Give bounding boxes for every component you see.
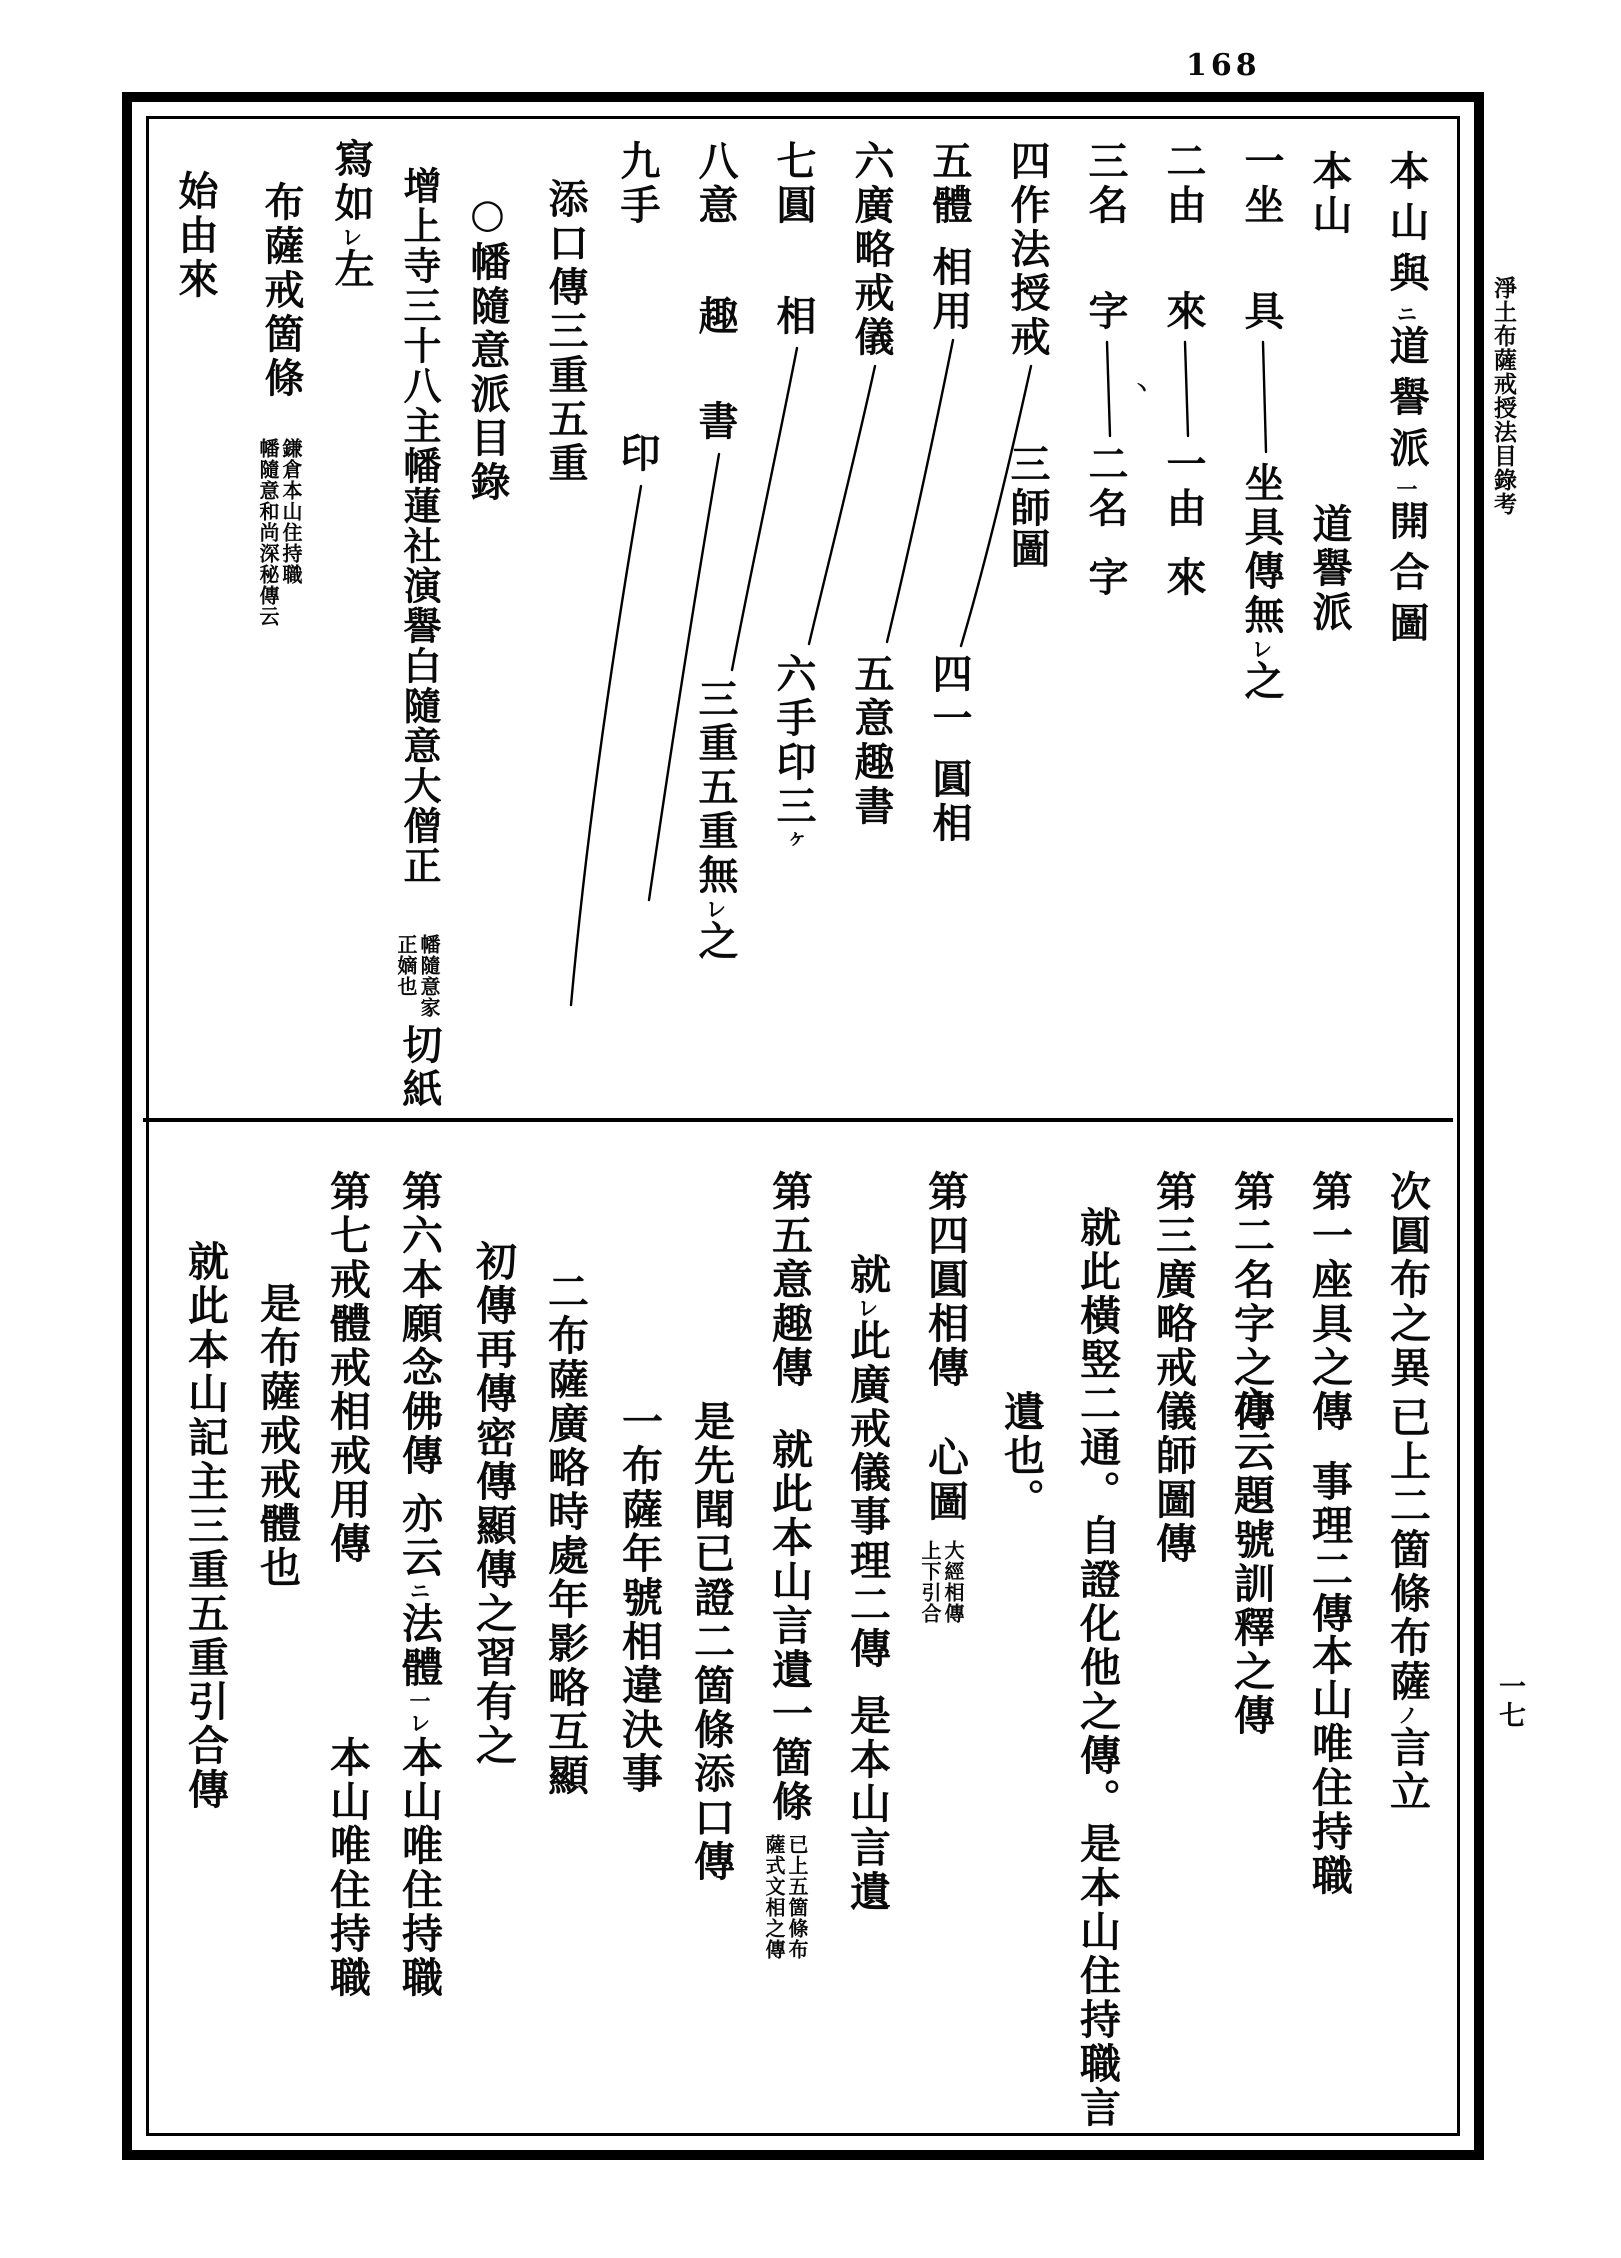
column-soekuden: 添口傳三重五重 [542,178,589,486]
interlinear-note-zojoji [394,934,440,1018]
connector-line [571,486,641,1005]
bottom-column-4: 第三廣略戒儀師圖傳 [1149,1170,1197,1566]
honzan-item-7: 七圓 [770,140,817,228]
bottom-column-8b: 是本山言遺 [843,1694,891,1914]
doyoha-item-1: 一由 [1160,443,1207,531]
note-right-column: 大經相傳 [941,1540,965,1624]
bottom-column-14a: 第六本願念佛傳 [395,1170,443,1478]
bottom-column-7b: 心圖 [921,1436,969,1524]
note-right-column: 已上五箇條布 [785,1834,809,1960]
column-text: 法體 [395,1602,443,1690]
bottom-column-7a: 第四圓相傳 [921,1170,969,1390]
column-hajime-yurai: 始由來 [172,170,219,302]
small-ke-mark: ヶ [781,829,806,851]
interlinear-note-fusatsu [256,438,302,627]
honzan-item-5b: 相用 [926,246,973,334]
doyoha-item-0 [1238,462,1285,704]
honzan-list-header: 本山 [1306,150,1353,238]
doyoha-item-3: 三師 [1004,443,1051,531]
doyoha-item-7 [692,678,739,964]
column-text: 此廣戒儀事理二傳 [843,1319,891,1671]
bottom-column-13: 初傳再傳密傳顯傳之習有之 [469,1240,517,1768]
kaeriten-mark: ノ [1395,1704,1420,1726]
bottom-column-11: 一布薩年號相違決事 [615,1400,663,1796]
item-text: 坐具傳無 [1238,462,1285,638]
connector-line [1263,342,1266,452]
note-left-column: 薩式文相之傳 [762,1834,786,1960]
honzan-item-2b: 來 [1160,290,1207,334]
bottom-column-6: 遺也。 [997,1390,1045,1522]
honzan-item-8: 八意 [692,140,739,228]
note-left-column: 正嫡也 [394,934,418,997]
bottom-column-14b [395,1492,443,1734]
bottom-column-3b: 亦云題號訓釋之傳 [1227,1386,1275,1738]
honzan-item-1: 一坐 [1238,140,1285,228]
doyoha-item-3b: 圖 [1004,528,1051,572]
column-sha-nyo-sa [328,138,375,292]
column-text: 寫如 [328,138,375,226]
column-fusatsukai-kajo: 布薩戒箇條 [258,181,305,401]
item-text: 之 [1238,660,1285,704]
bottom-column-2a: 第一座具之傳 [1305,1170,1353,1434]
item-text: 三重五重無 [692,678,739,898]
kaeriten-mark: ニ [407,1580,432,1602]
page-number: 168 [1186,48,1261,83]
interlinear-note-shinzu [918,1540,964,1624]
doyoha-item-4b: 圓相 [926,758,973,846]
honzan-item-5: 五體 [926,140,973,228]
ink-speck: 丶 [1128,378,1152,398]
honzan-item-3: 三名 [1082,140,1129,228]
honzan-item-9: 九手 [614,140,661,228]
kaeriten-mark: レ [339,226,364,248]
interlinear-note-gojokajo [762,1834,808,1960]
kaeriten-mark: レ [855,1297,880,1319]
column-zojoji: 增上寺三十八主幡蓮社演譽白隨意大僧正 [397,166,442,886]
column-text: 亦云 [395,1492,443,1580]
honzan-item-8b: 趣 [692,295,739,339]
connector-line [809,366,875,644]
bottom-column-3a: 第二名字之傳 [1227,1170,1275,1434]
connector-line [887,340,953,642]
title-text: 本山與 [1383,150,1430,303]
diagram-title [1383,150,1430,653]
column-text: 言立 [1383,1726,1431,1814]
doyoha-item-4: 四一 [926,653,973,741]
note-left-column: 幡隨意和尚深秘傳云 [256,438,280,627]
doyoha-item-1b: 來 [1160,556,1207,600]
title-text: 道譽派 [1383,325,1430,478]
margin-title: 淨土布薩戒授法目錄考 [1490,276,1517,516]
folio-number: 一七 [1494,1672,1525,1730]
honzan-item-6: 六廣略戒儀 [848,140,895,360]
column-hata-mokuroku: ○幡隨意派目錄 [464,190,511,505]
bottom-column-1a: 次圓布之異 [1383,1170,1431,1390]
honzan-item-2: 二由 [1160,140,1207,228]
doyoha-list-header: 道譽派 [1306,503,1353,635]
connector-line [1185,342,1188,436]
kaeriten-mark: レ [1249,638,1274,660]
item-text: 六手印三 [770,653,817,829]
bottom-column-15b: 本山唯住持職 [323,1736,371,2000]
title-text: 開合圖 [1383,500,1430,653]
bottom-column-15a: 第七戒體戒相戒用傳 [323,1170,371,1566]
honzan-item-9b: 印 [614,432,661,476]
bottom-column-9b: 就此本山言遺一箇條 [765,1428,813,1824]
column-text: 左 [328,248,375,292]
bottom-column-14c: 本山唯住持職 [395,1736,443,2000]
kaeriten-mark: ニ [1394,303,1419,325]
bottom-column-2c: 本山唯住持職 [1305,1634,1353,1898]
bottom-column-2b: 事理二傳 [1305,1460,1353,1636]
doyoha-item-6 [770,653,817,851]
bottom-column-1b [1383,1396,1431,1814]
bottom-column-10: 是先聞已證二箇條添口傳 [687,1400,735,1884]
note-right-column: 鎌倉本山住持職 [279,438,303,585]
bottom-column-5: 就此橫竪二通。自證化他之傳。是本山住持職言 [1073,1206,1121,2130]
item-text: 之 [692,920,739,964]
column-text: 就 [843,1253,891,1297]
honzan-item-4: 四作法授戒 [1004,140,1051,360]
connector-line [1107,342,1110,436]
note-left-column: 上下引合 [918,1540,942,1624]
bottom-column-17: 就此本山記主三重五重引合傳 [181,1240,229,1812]
honzan-item-8c: 書 [692,400,739,444]
honzan-item-7b: 相 [770,295,817,339]
honzan-item-3b: 字 [1082,290,1129,334]
connector-line [732,348,797,670]
bottom-column-8a [843,1253,891,1671]
kaeriten-mark: レ [703,898,728,920]
kaeriten-mark: 一 [1394,478,1419,500]
note-right-column: 幡隨意家 [417,934,441,1018]
column-text: 已上二箇條布薩 [1383,1396,1431,1704]
column-kirigami: 切紙 [396,1024,443,1112]
bottom-column-9a: 第五意趣傳 [765,1170,813,1390]
doyoha-item-5: 五意趣書 [848,653,895,829]
kaeriten-mark: 一レ [407,1690,432,1734]
doyoha-item-2b: 字 [1082,556,1129,600]
honzan-item-1b: 具 [1238,290,1285,334]
bottom-column-16: 是布薩戒戒體也 [253,1282,301,1590]
doyoha-item-2: 二名 [1082,443,1129,531]
bottom-column-12: 二布薩廣略時處年影略互顯 [541,1270,589,1798]
